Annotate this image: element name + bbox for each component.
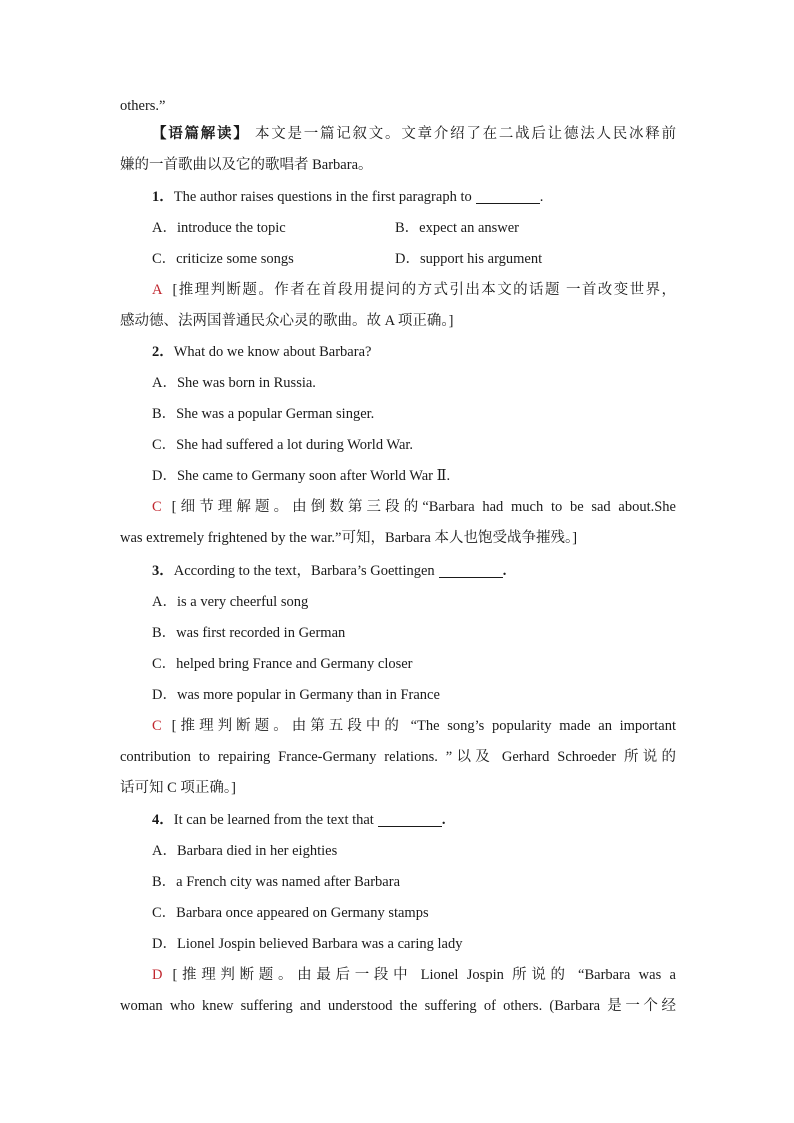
question-1-stem bbox=[152, 187, 676, 207]
question-number: 1． bbox=[152, 189, 174, 205]
option: B．expect an answer bbox=[395, 220, 520, 236]
section-tag: 【语篇解读】 bbox=[152, 126, 250, 142]
punct: . bbox=[502, 563, 507, 579]
option: A．introduce the topic bbox=[152, 220, 286, 236]
question-text: The author raises questions in the first paragraph to bbox=[173, 189, 472, 205]
option: B．She was a popular German singer. bbox=[152, 406, 375, 422]
option: C．She had suffered a lot during World War. bbox=[152, 437, 414, 453]
question-number: 4． bbox=[152, 812, 174, 828]
question-text: According to the text，Barbara’s Goettingen bbox=[173, 563, 435, 579]
explanation-1 bbox=[152, 280, 676, 300]
answer-blank bbox=[476, 189, 540, 204]
explanation-text: 话可知 C 项正确。] bbox=[120, 780, 236, 796]
explanation-text: [推理判断题。作者在首段用提问的方式引出本文的话题 一首改变世界， bbox=[172, 282, 676, 298]
option: B．was first recorded in German bbox=[152, 625, 346, 641]
explanation-3 bbox=[152, 716, 676, 736]
option: B．a French city was named after Barbara bbox=[152, 874, 401, 890]
option: D．Lionel Jospin believed Barbara was a caring lady bbox=[152, 936, 463, 952]
question-text: What do we know about Barbara? bbox=[173, 344, 372, 360]
question-4-stem bbox=[152, 810, 676, 830]
option: C．criticize some songs bbox=[152, 251, 294, 267]
explanation-4 bbox=[152, 965, 676, 985]
explanation-text: was extremely frightened by the war.”可知，Barbara 本人也饱受战争摧残。] bbox=[120, 530, 578, 546]
text-line: others.” bbox=[120, 98, 166, 114]
option: A．is a very cheerful song bbox=[152, 594, 309, 610]
question-text: It can be learned from the text that bbox=[173, 812, 374, 828]
answer-key: C bbox=[152, 718, 162, 734]
answer-key: D bbox=[152, 967, 163, 983]
explanation-text: woman who knew suffering and understood the suffering of others. (Barbara 是一个经 bbox=[120, 998, 676, 1014]
answer-blank bbox=[378, 812, 442, 827]
punct: . bbox=[441, 812, 446, 828]
passage-analysis bbox=[152, 124, 676, 144]
explanation-text: [推理判断题。由最后一段中 Lionel Jospin 所说的 “Barbara was a bbox=[172, 967, 676, 983]
option: C．helped bring France and Germany closer bbox=[152, 656, 413, 672]
option: D．was more popular in Germany than in France bbox=[152, 687, 440, 703]
answer-blank bbox=[439, 563, 503, 578]
explanation-text: [推理判断题。由第五段中的 “The song’s popularity made an important bbox=[171, 718, 676, 734]
option: D．She came to Germany soon after World War Ⅱ. bbox=[152, 468, 451, 484]
option: A．Barbara died in her eighties bbox=[152, 843, 338, 859]
text-line: 嫌的一首歌曲以及它的歌唱者 Barbara。 bbox=[120, 157, 373, 173]
question-number: 2． bbox=[152, 344, 174, 360]
option: D．support his argument bbox=[395, 251, 543, 267]
question-3-stem bbox=[152, 561, 676, 581]
option: C．Barbara once appeared on Germany stamps bbox=[152, 905, 429, 921]
explanation-text: 感动德、法两国普通民众心灵的歌曲。故 A 项正确。] bbox=[120, 313, 454, 329]
answer-key: A bbox=[152, 282, 163, 298]
explanation-2 bbox=[152, 497, 676, 517]
punct: . bbox=[539, 189, 544, 205]
explanation-text: contribution to repairing France-Germany relations. ”以及 Gerhard Schroeder 所说的 bbox=[120, 749, 676, 765]
question-number: 3． bbox=[152, 563, 174, 579]
explanation-text: [细节理解题。由倒数第三段的“Barbara had much to be sad about.She bbox=[171, 499, 676, 515]
text-line: 本文是一篇记叙文。文章介绍了在二战后让德法人民冰释前 bbox=[254, 126, 676, 142]
option: A．She was born in Russia. bbox=[152, 375, 316, 391]
answer-key: C bbox=[152, 499, 162, 515]
question-2-stem bbox=[152, 342, 676, 362]
